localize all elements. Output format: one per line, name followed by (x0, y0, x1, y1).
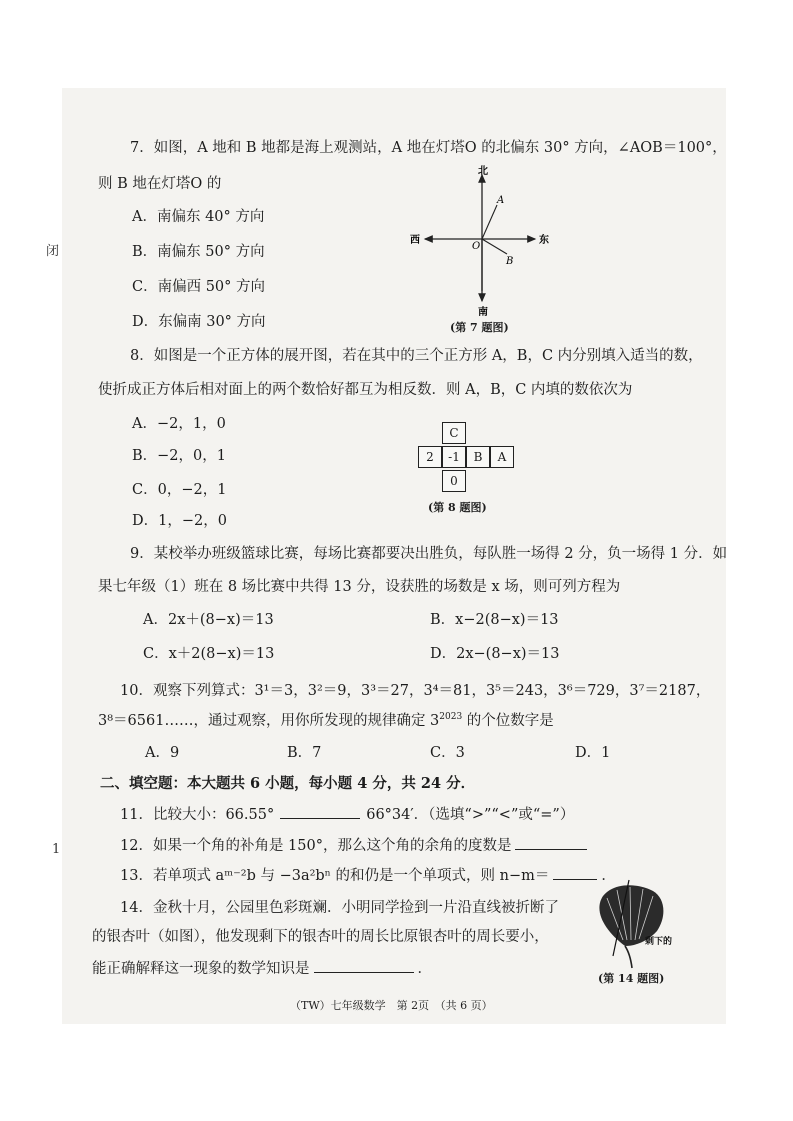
q9-stem-line2: 果七年级（1）班在 8 场比赛中共得 13 分，设获胜的场数是 x 场，则可列方程为 (98, 579, 621, 595)
q7-stem-line1: 7．如图，A 地和 B 地都是海上观测站，A 地在灯塔O 的北偏东 30° 方向，∠AOB＝100°， (130, 140, 727, 156)
section2-heading: 二、填空题：本大题共 6 小题，每小题 4 分，共 24 分． (100, 775, 476, 792)
q14-line3-text: 能正确解释这一现象的数学知识是 (92, 961, 310, 977)
q14-figure-caption: (第 14 题图) (598, 972, 665, 985)
q8-stem-line2: 使折成正方体后相对面上的两个数恰好都互为相反数．则 A，B，C 内填的数依次为 (98, 382, 633, 398)
margin-mark-bottom: 1 (52, 842, 61, 857)
q14-answer-blank[interactable] (314, 958, 414, 973)
q8-figure-caption: (第 8 题图) (428, 501, 487, 514)
q10-option-b: B．7 (287, 745, 322, 761)
q8-option-b: B．−2，0，1 (132, 448, 226, 464)
q12-text: 12．如果一个角的补角是 150°，那么这个角的余角的度数是 (120, 838, 512, 854)
q10-stem-line1: 10．观察下列算式：3¹＝3，3²＝9，3³＝27，3⁴＝81，3⁵＝243，3⁶＝729，3⁷＝2187， (120, 683, 711, 699)
q13-post: ． (601, 868, 616, 884)
north-label: 北 (478, 166, 488, 177)
q9-option-a: A．2x＋(8−x)＝13 (143, 612, 274, 628)
remaining-label: 剩下的 (645, 937, 673, 947)
q7-stem-line2: 则 B 地在灯塔O 的 (98, 176, 222, 192)
q11-mid: 66°34′．（选填“>”“<”或“=”） (366, 807, 575, 823)
q8-option-c: C．0，−2，1 (132, 482, 227, 498)
q14-stem-line2: 的银杏叶（如图），他发现剩下的银杏叶的周长比原银杏叶的周长要小， (92, 929, 549, 945)
q10-line2-pre: 3⁸＝6561……，通过观察，用你所发现的规律确定 3 (98, 713, 440, 729)
ginkgo-leaf-figure (585, 876, 695, 976)
point-a-label: A (497, 195, 505, 206)
q10-exponent: 2023 (439, 712, 463, 723)
net-cell-0: 0 (442, 470, 466, 492)
q13-pre: 13．若单项式 aᵐ⁻²b 与 −3a²bⁿ 的和仍是一个单项式，则 n−m＝ (120, 868, 550, 884)
q12-answer-blank[interactable] (515, 835, 587, 850)
q14-stem-line1: 14．金秋十月，公园里色彩斑斓．小明同学捡到一片沿直线被折断了 (120, 900, 559, 916)
q10-line2-post: 的个位数字是 (462, 713, 554, 729)
ray-oa (482, 205, 497, 239)
net-cell-2: 2 (418, 446, 442, 468)
ray-ob (482, 239, 507, 254)
q11-pre: 11．比较大小：66.55° (120, 807, 275, 823)
west-label: 西 (410, 235, 420, 246)
q14-stem-line3: 能正确解释这一现象的数学知识是 ． (92, 958, 432, 978)
q8-option-d: D．1，−2，0 (132, 513, 227, 529)
page-footer: （TW）七年级数学 第 2页 （共 6 页） (290, 999, 493, 1012)
net-cell-a: A (490, 446, 514, 468)
net-cell-neg1: -1 (442, 446, 466, 468)
q11-answer-blank[interactable] (280, 804, 360, 819)
q12-stem (120, 835, 587, 855)
margin-mark-top: 闭 (46, 244, 60, 259)
q7-option-b: B．南偏东 50° 方向 (132, 244, 265, 260)
net-cell-b: B (466, 446, 490, 468)
q10-option-a: A．9 (145, 745, 180, 761)
q13-stem (120, 865, 616, 885)
q7-option-c: C．南偏西 50° 方向 (132, 279, 266, 295)
q9-option-b: B．x−2(8−x)＝13 (430, 612, 559, 628)
q9-option-c: C．x＋2(8−x)＝13 (143, 646, 275, 662)
q7-compass-figure (405, 163, 555, 318)
east-label: 东 (539, 235, 549, 246)
q8-option-a: A．−2，1，0 (132, 416, 226, 432)
q9-option-d: D．2x−(8−x)＝13 (430, 646, 560, 662)
q8-stem-line1: 8．如图是一个正方体的展开图，若在其中的三个正方形 A，B，C 内分别填入适当的数， (130, 348, 703, 364)
q9-stem-line1: 9．某校举办班级篮球比赛，每场比赛都要决出胜负，每队胜一场得 2 分，负一场得 1 分．如 (130, 546, 728, 562)
point-b-label: B (506, 256, 514, 267)
q11-stem (120, 804, 574, 824)
q7-figure-caption: (第 7 题图) (450, 321, 509, 334)
net-cell-c: C (442, 422, 466, 444)
q10-option-c: C．3 (430, 745, 465, 761)
ginkgo-stem (625, 946, 632, 968)
q10-option-d: D．1 (575, 745, 611, 761)
south-label: 南 (478, 307, 488, 318)
q10-stem-line2 (98, 712, 554, 730)
point-o-label: O (472, 241, 481, 252)
q7-option-a: A．南偏东 40° 方向 (132, 209, 265, 225)
q7-option-d: D．东偏南 30° 方向 (132, 314, 266, 330)
